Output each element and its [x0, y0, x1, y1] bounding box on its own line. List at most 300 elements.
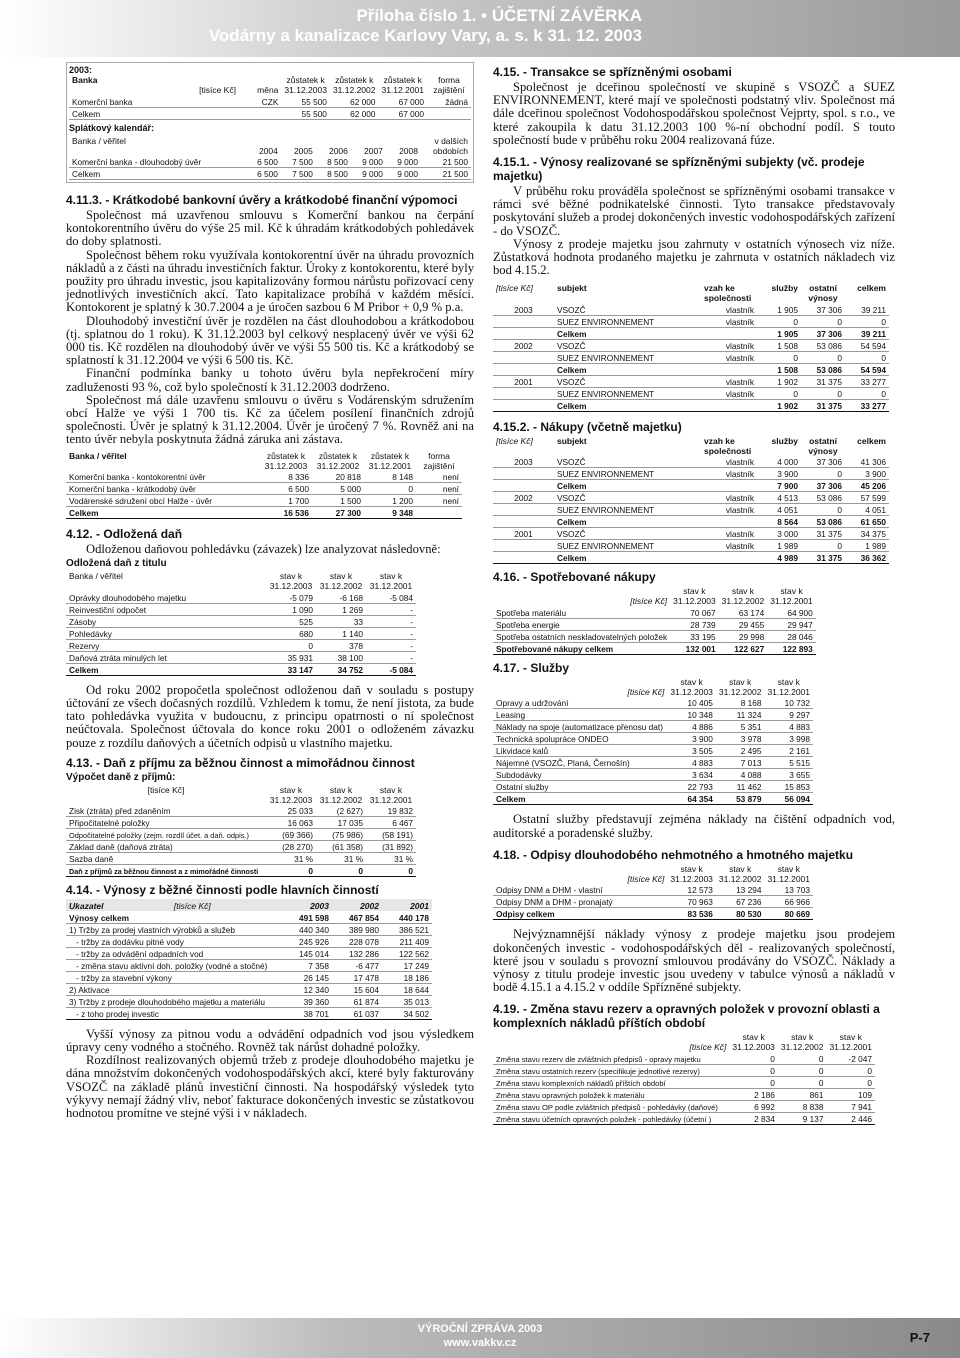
table-cell: 62 000 — [330, 95, 379, 107]
table-header: [tisíce Kč] — [199, 85, 236, 95]
table-cell: 13 294 — [716, 884, 765, 896]
table-header: zůstatek k 31.12.2001 — [368, 450, 412, 471]
section-title-419: 4.19. - Změna stavu rezerv a opravných položek v provozní oblasti a komplexních nákladů příštích období — [493, 1002, 880, 1031]
table-cell: Základ daně (daňová ztráta) — [66, 841, 266, 853]
table-header: stav k 31.12.2002 — [718, 863, 762, 884]
table-cell: Technická spolupráce ONDEO — [493, 733, 667, 745]
table-header: Ukazatel — [69, 901, 104, 912]
table-header: stav k 31.12.2003 — [670, 676, 713, 697]
table-header: stav k 31.12.2003 — [269, 784, 313, 805]
table-header: služby — [771, 283, 798, 294]
table-header: stav k 31.12.2001 — [770, 586, 813, 607]
table-header: [tisíce Kč] — [630, 596, 668, 607]
table-cell: 467 854 — [332, 911, 382, 923]
table-row — [493, 769, 813, 781]
table-cell: 3 505 — [667, 745, 716, 757]
services-table — [493, 677, 813, 806]
table-header: zůstatek k 31.12.2003 — [264, 450, 308, 471]
table-header: stav k 31.12.2001 — [369, 784, 413, 805]
table-cell: 0 — [801, 468, 845, 480]
table-header: 2004 — [258, 145, 278, 156]
table-row — [493, 896, 813, 908]
table-header: stav k 31.12.2003 — [732, 1032, 775, 1053]
table-cell: 33 277 — [845, 399, 889, 411]
table-cell: - — [366, 651, 416, 663]
table-cell: 9 137 — [778, 1112, 827, 1124]
paragraph: Odloženou daňovou pohledávku (závazek) lze analyzovat následovně: — [86, 542, 441, 557]
table-cell: 38 701 — [282, 1007, 332, 1019]
table-cell: 0 — [316, 865, 366, 877]
table-cell: 2 186 — [729, 1088, 778, 1100]
revenue-table — [66, 899, 432, 1020]
table-cell: 53 086 — [801, 492, 845, 504]
table-cell: - změna stavu aktivní doh. položky (vodné a stočné) — [66, 959, 282, 971]
table-cell: 2002 — [493, 339, 554, 351]
table-cell: 9 297 — [764, 709, 813, 721]
table-cell: 9 000 — [351, 156, 386, 168]
table-cell: 31 375 — [801, 375, 845, 387]
table-cell: 0 — [266, 865, 316, 877]
table-cell: 0 — [801, 504, 845, 516]
related-purchases-table — [493, 436, 889, 565]
paragraph: Výnosy z prodeje majetku jsou zahrnuty v ostatních výnosech viz níže. Zůstatková hodnota prodaného majetku je zahrnuta v ostatních nákladech viz bod 4.15.2. — [493, 236, 895, 278]
table-cell: 34 502 — [382, 1007, 432, 1019]
table-cell: 680 — [266, 627, 316, 639]
table-header: stav k 31.12.2003 — [269, 571, 313, 592]
table-cell: 0 — [778, 1076, 827, 1088]
table-header: 2001 — [410, 901, 429, 912]
header-subtitle: Vodárny a kanalizace Karlovy Vary, a. s. k 31. 12. 2003 — [208, 26, 642, 45]
table-cell: 2002 — [493, 492, 554, 504]
table-row — [493, 351, 889, 363]
table-header: 2003 — [310, 901, 329, 912]
table-cell: 1 508 — [757, 339, 801, 351]
subheading: Odložená daň z titulu — [66, 558, 167, 570]
table-cell: VSOZČ — [554, 492, 701, 504]
table-cell: 8 500 — [316, 168, 351, 180]
income-tax-table — [66, 785, 416, 878]
table-cell: 0 — [845, 387, 889, 399]
table-header: [tisíce Kč] — [173, 901, 211, 912]
table-cell: 18 644 — [382, 983, 432, 995]
table-cell: 12 340 — [282, 983, 332, 995]
table-cell: 33 195 — [670, 630, 719, 642]
table-cell: 8 168 — [716, 697, 765, 709]
table-cell: vlastník — [701, 492, 757, 504]
table-cell: Spotřebované nákupy celkem — [493, 642, 670, 654]
table-cell: 16 536 — [260, 507, 312, 519]
table-header: 2007 — [363, 145, 383, 156]
table-header: [tisíce Kč] — [689, 1042, 727, 1053]
table-cell: 39 211 — [845, 327, 889, 339]
table-cell: 67 236 — [716, 896, 765, 908]
table-header: zůstatek k 31.12.2001 — [381, 75, 425, 95]
table-row — [66, 495, 462, 507]
table-cell: (31 892) — [366, 841, 416, 853]
table-cell: 4 883 — [667, 757, 716, 769]
table-row — [493, 540, 889, 552]
table-cell: 0 — [826, 1076, 875, 1088]
table-row — [66, 817, 416, 829]
table-cell: 16 063 — [266, 817, 316, 829]
table-cell: 22 793 — [667, 781, 716, 793]
table-row — [493, 1112, 875, 1124]
table-header: stav k 31.12.2002 — [721, 586, 765, 607]
section-title-413: 4.13. - Daň z příjmu za běžnou činnost a mimořádnou činnost — [66, 755, 415, 770]
table-row — [493, 757, 813, 769]
table-cell: Zásoby — [66, 615, 266, 627]
table-cell: VSOZČ — [554, 456, 701, 468]
table-cell: Připočitatelné položky — [66, 817, 266, 829]
table-cell: 37 306 — [801, 327, 845, 339]
table-cell: vlastník — [701, 375, 757, 387]
table-cell: 2003 — [493, 303, 554, 315]
table-cell: 63 174 — [719, 606, 768, 618]
table-cell: vlastník — [701, 339, 757, 351]
table-row — [66, 853, 416, 865]
table-cell: Celkem — [493, 793, 667, 805]
table-header: stav k 31.12.2001 — [829, 1032, 872, 1053]
table-row — [493, 618, 816, 630]
table-row — [66, 603, 416, 615]
table-cell: 10 732 — [764, 697, 813, 709]
table-cell: Sazba daně — [66, 853, 266, 865]
table-cell: 0 — [366, 865, 416, 877]
table-cell: 8 336 — [260, 471, 312, 483]
table-cell: Zisk (ztráta) před zdaněním — [66, 805, 266, 817]
table-cell: 35 931 — [266, 651, 316, 663]
table-header: Banka / věřitel — [69, 450, 127, 461]
table-cell: 378 — [316, 639, 366, 651]
table-cell: 6 500 — [260, 483, 312, 495]
table-cell: VSOZČ — [554, 303, 701, 315]
table-cell: 61 650 — [845, 516, 889, 528]
table-cell: Komerční banka — [69, 95, 172, 107]
table-row — [493, 781, 813, 793]
table-cell: 7 013 — [716, 757, 765, 769]
table-row — [493, 793, 813, 805]
table-cell — [416, 507, 462, 519]
table-row — [66, 805, 416, 817]
table-cell: 211 409 — [382, 935, 432, 947]
table-cell: 29 998 — [719, 630, 768, 642]
table-cell: Celkem — [69, 168, 246, 180]
table-cell: Pohledávky — [66, 627, 266, 639]
section-title-412: 4.12. - Odložená daň — [66, 527, 183, 542]
table-cell: 2) Aktivace — [66, 983, 282, 995]
table-cell: 29 947 — [767, 618, 816, 630]
reserves-table — [493, 1032, 875, 1125]
table-cell: Náklady na spoje (automatizace přenosu dat) — [493, 721, 667, 733]
table-cell: 31 375 — [801, 399, 845, 411]
table-cell: 0 — [364, 483, 416, 495]
section-title-4113: 4.11.3. - Krátkodobé bankovní úvěry a krátkodobé finanční výpomoci — [66, 193, 458, 207]
table-cell: 25 033 — [266, 805, 316, 817]
table-cell: Vodárenské sdružení obcí Halže - úvěr — [66, 495, 260, 507]
table-cell: Výnosy celkem — [66, 911, 282, 923]
paragraph: Vyšší výnosy za pitnou vodu a odvádění odpadních vod jsou výsledkem úpravy ceny vodného a stočného. Rovněž tak nárůst dohadné položky. — [66, 1026, 474, 1055]
table-cell: (2 627) — [316, 805, 366, 817]
table-row — [493, 1076, 875, 1088]
table-cell: 0 — [757, 351, 801, 363]
table-cell: 9 348 — [364, 507, 416, 519]
table-cell: VSOZČ — [554, 528, 701, 540]
table-cell: Odpočitatelné položky (zejm. rozdíl účet. a daň. odpis.) — [66, 829, 266, 841]
paragraph: Rozdílnost realizovaných objemů tržeb z prodeje dlouhodobého majetku je dána množstvím dokončených vodohospodářských akcí, které byly fakturovány VSOZČ na základě plánů investiční činnosti. Na hospodářský výsledek tyto výkyvy nemají žádný vliv, neboť fakturace dokončených investic se zůstatkovou hodnotou promítne ve stejné výši i v nákladech. — [66, 1053, 474, 1121]
table-cell: 54 594 — [845, 363, 889, 375]
table-cell: 1 508 — [757, 363, 801, 375]
section-title-416: 4.16. - Spotřebované nákupy — [493, 570, 656, 585]
table-cell: 8 148 — [364, 471, 416, 483]
table-cell: vlastník — [701, 315, 757, 327]
table-cell: vlastník — [701, 387, 757, 399]
table-cell: 2 495 — [716, 745, 765, 757]
table-cell: 28 046 — [767, 630, 816, 642]
short-loans-table — [66, 451, 462, 520]
table-cell: vlastník — [701, 540, 757, 552]
table-cell: 31 % — [266, 853, 316, 865]
table-cell: 1 269 — [316, 603, 366, 615]
table-cell: 440 178 — [382, 911, 432, 923]
table-header: [tisíce Kč] — [496, 435, 533, 446]
table-header: [tisíce Kč] — [627, 686, 665, 697]
table-header: stav k 31.12.2001 — [767, 676, 810, 697]
table-cell: 389 980 — [332, 923, 382, 935]
table-cell: 3 978 — [716, 733, 765, 745]
table-cell: (69 366) — [266, 829, 316, 841]
paragraph: Ostatní služby představují zejména náklady na čištění odpadních vod, auditorské a poradenské služby. — [493, 812, 895, 840]
table-cell: -5 084 — [366, 663, 416, 675]
table-cell: 4 883 — [764, 721, 813, 733]
table-cell: vlastník — [701, 528, 757, 540]
table-cell: SUEZ ENVIRONNEMENT — [554, 387, 701, 399]
table-row — [493, 363, 889, 375]
table-cell: 67 000 — [378, 107, 427, 119]
table-cell: Změna stavu ostatních rezerv (specifikuje jednotlivé rezervy) — [493, 1064, 729, 1076]
table-cell: Celkem — [554, 327, 701, 339]
depreciation-table — [493, 864, 813, 921]
table-row — [493, 339, 889, 351]
section-title-418: 4.18. - Odpisy dlouhodobého nehmotného a hmotného majetku — [493, 847, 854, 862]
table-cell: 45 206 — [845, 480, 889, 492]
table-cell: 66 966 — [764, 896, 813, 908]
table-cell: 9 000 — [386, 156, 421, 168]
table-row — [493, 375, 889, 387]
paragraph: V průběhu roku prováděla společnost se spřízněnými osobami transakce v rámci své běžné podnikatelské činnosti. Tyto transakce představovaly poskytování služeb a prodej dokončených investic vodohospodářských zařízení - do VSOZČ. — [493, 184, 895, 238]
section-title-417: 4.17. - Služby — [493, 660, 570, 675]
table-cell: 1) Tržby za prodej vlastních výrobků a služeb — [66, 923, 282, 935]
table-cell: 0 — [729, 1064, 778, 1076]
table-row — [66, 959, 432, 971]
table-header: stav k 31.12.2002 — [319, 784, 363, 805]
table-header: služby — [771, 435, 798, 446]
table-row — [493, 1064, 875, 1076]
table-cell: Opravy a udržování — [493, 697, 667, 709]
table-cell: 1 090 — [266, 603, 316, 615]
table-cell: 109 — [826, 1088, 875, 1100]
table-cell: Změna stavu OP podle zvláštních předpisů - pohledávky (daňové) — [493, 1100, 729, 1112]
table-cell: 3) Tržby z prodeje dlouhodobého majetku a materiálu — [66, 995, 282, 1007]
table-header: měna — [257, 85, 279, 95]
table-cell: 2 161 — [764, 745, 813, 757]
table-cell: 4 000 — [757, 456, 801, 468]
table-row — [66, 627, 416, 639]
table-cell: 6 500 — [246, 156, 281, 168]
table-cell: 9 000 — [386, 168, 421, 180]
table-cell: 53 086 — [801, 516, 845, 528]
table-cell: žádná — [427, 95, 471, 107]
table-cell: 3 900 — [757, 468, 801, 480]
table-header: Banka / věřitel — [72, 135, 126, 146]
table-cell: SUEZ ENVIRONNEMENT — [554, 315, 701, 327]
table-cell: Daň z příjmů za běžnou činnost a z mimořádné činnosti — [66, 865, 266, 877]
right-column — [493, 62, 895, 1125]
table-cell: vlastník — [701, 468, 757, 480]
table-cell: 19 832 — [366, 805, 416, 817]
table-cell: - — [366, 603, 416, 615]
table-row — [493, 327, 889, 339]
table-cell: 9 000 — [351, 168, 386, 180]
table-cell: 21 500 — [421, 168, 471, 180]
repay-table — [69, 136, 471, 181]
table-cell: 34 752 — [316, 663, 366, 675]
table-cell: Celkem — [554, 516, 701, 528]
table-cell: 0 — [757, 315, 801, 327]
table-cell: Spotřeba ostatních neskladovatelných položek — [493, 630, 670, 642]
table-row — [493, 697, 813, 709]
table-cell: Komerční banka - krátkodobý úvěr — [66, 483, 260, 495]
table-header: zůstatek k 31.12.2003 — [284, 75, 327, 95]
table-row — [66, 829, 416, 841]
table-header: stav k 31.12.2001 — [767, 863, 810, 884]
table-row — [66, 1007, 432, 1019]
table-cell: Subdodávky — [493, 769, 667, 781]
table-cell: - — [366, 639, 416, 651]
table-cell: Celkem — [554, 552, 701, 564]
paragraph: Společnost má uzavřenou smlouvu s Komerční bankou na čerpání kontokorentního úvěru do výše 25 mil. Kč k úhradám krátkodobých pohledávek do doby splatnosti. — [66, 208, 474, 249]
table-cell: 3 655 — [764, 769, 813, 781]
table-row — [66, 947, 432, 959]
table-header: vzah ke společnosti — [704, 435, 752, 456]
table-cell: 34 375 — [845, 528, 889, 540]
footer-url: www.vakkv.cz — [443, 1337, 517, 1349]
table-row — [493, 399, 889, 411]
table-cell: Komerční banka - dlouhodobý úvěr — [69, 156, 246, 168]
table-cell: 2003 — [493, 456, 554, 468]
table-cell: 4 051 — [845, 504, 889, 516]
table-cell: 33 147 — [266, 663, 316, 675]
table-row — [493, 480, 889, 492]
table-cell: 55 500 — [281, 95, 330, 107]
table-cell: 35 013 — [382, 995, 432, 1007]
table-cell: Odpisy celkem — [493, 908, 667, 920]
table-row — [493, 1100, 875, 1112]
table-cell: vlastník — [701, 504, 757, 516]
table-cell: 62 000 — [330, 107, 379, 119]
table-row — [493, 516, 889, 528]
table-cell: 37 306 — [801, 480, 845, 492]
table-cell: 39 211 — [845, 303, 889, 315]
paragraph: Finanční podmínka banky u tohoto úvěru byla nepřekročení míry zadluženosti 93 %, což bylo společností k 31.12.2003 dodrženo. — [66, 366, 474, 394]
table-cell: 53 086 — [801, 339, 845, 351]
table-row — [493, 745, 813, 757]
table-cell: 64 900 — [767, 606, 816, 618]
table-cell: -2 047 — [826, 1052, 875, 1064]
table-cell: 15 853 — [764, 781, 813, 793]
table-cell: 31 375 — [801, 552, 845, 564]
table-cell: 80 669 — [764, 908, 813, 920]
table-header: ostatní výnosy — [808, 435, 838, 456]
table-cell: 41 306 — [845, 456, 889, 468]
table-cell: (61 358) — [316, 841, 366, 853]
table-cell: 64 354 — [667, 793, 716, 805]
table-cell: -5 084 — [366, 591, 416, 603]
table-cell: není — [416, 495, 462, 507]
table-cell: 3 900 — [667, 733, 716, 745]
table-row — [493, 642, 816, 654]
table-cell: 26 145 — [282, 971, 332, 983]
table-row — [69, 168, 471, 180]
table-cell: SUEZ ENVIRONNEMENT — [554, 540, 701, 552]
table-cell: Celkem — [554, 399, 701, 411]
table-row — [66, 935, 432, 947]
table-cell: 3 634 — [667, 769, 716, 781]
table-cell: Likvidace kalů — [493, 745, 667, 757]
table-row — [66, 639, 416, 651]
table-row — [493, 492, 889, 504]
table-row — [66, 865, 416, 877]
table-header: stav k 31.12.2003 — [670, 863, 713, 884]
deferred-tax-table — [66, 571, 416, 676]
table-cell: -6 477 — [332, 959, 382, 971]
table-row — [493, 456, 889, 468]
section-title-415: 4.15. - Transakce se spřízněnými osobami — [493, 65, 732, 79]
table-cell: 1 500 — [312, 495, 364, 507]
table-cell: 122 893 — [767, 642, 816, 654]
table-row — [493, 1088, 875, 1100]
table-row — [493, 1052, 875, 1064]
table-header: [tisíce Kč] — [496, 283, 533, 294]
paragraph: Společnost během roku využívala kontokorentní úvěr na úhradu provozních nákladů a z části na úhradu investičních faktur. Úroky z kontokorentu, které byly použity pro úhradu investic, jsou kapitalizovány formou nárůstu pořizovací ceny jednotlivých investičních akcí. Tato kapitalizace probíhá v každém měsíci. Kontokorent je splatný k 30.7.2004 a je úročen sazbou 6 M Pribor + 0,9 % p.a. — [66, 247, 474, 315]
table-header: 2002 — [360, 901, 379, 912]
table-cell: 21 500 — [421, 156, 471, 168]
table-cell: 83 536 — [667, 908, 716, 920]
table-cell: - z toho prodej investic — [66, 1007, 282, 1019]
table-cell: 0 — [778, 1064, 827, 1076]
table-cell: 56 094 — [764, 793, 813, 805]
table-header: 2006 — [328, 145, 348, 156]
table-row — [66, 983, 432, 995]
table-cell: 2 834 — [729, 1112, 778, 1124]
table-cell: 0 — [729, 1052, 778, 1064]
related-revenue-table — [493, 283, 889, 412]
table-cell: 33 — [316, 615, 366, 627]
table-cell: není — [416, 483, 462, 495]
footer-title: VÝROČNÍ ZPRÁVA 2003 — [417, 1323, 543, 1335]
table-cell: 31 % — [316, 853, 366, 865]
table-header: zůstatek k 31.12.2002 — [332, 75, 376, 95]
table-cell: 1 989 — [845, 540, 889, 552]
table-cell: 1 140 — [316, 627, 366, 639]
table-header: vzah ke společnosti — [704, 283, 752, 304]
table-cell: 53 879 — [716, 793, 765, 805]
repay-label: Splátkový kalendář: — [69, 122, 155, 133]
table-cell: 7 941 — [826, 1100, 875, 1112]
table-row — [493, 387, 889, 399]
table-cell: 10 348 — [667, 709, 716, 721]
table-cell: -5 079 — [266, 591, 316, 603]
table-cell: 0 — [757, 387, 801, 399]
